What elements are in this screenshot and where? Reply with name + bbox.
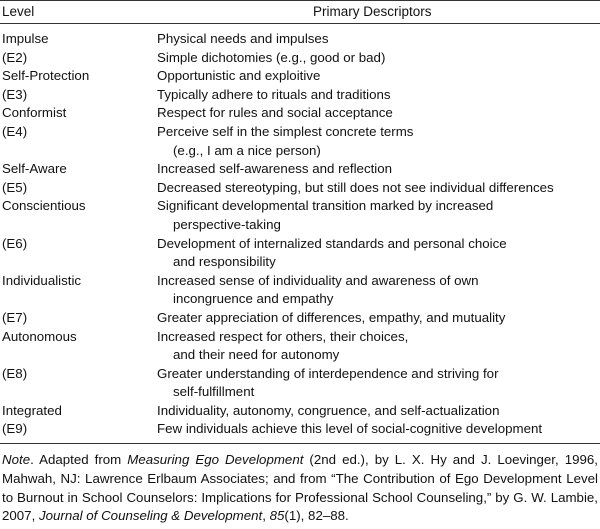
descriptor-line: Simple dichotomies (e.g., good or bad) <box>157 49 386 65</box>
level-cell: (E5) <box>2 179 28 195</box>
descriptor-line: self-fulfillment <box>173 384 255 400</box>
table-row <box>0 49 600 68</box>
descriptor-cell <box>155 67 600 86</box>
descriptor-line: Typically adhere to rituals and traditions <box>157 86 391 102</box>
table-row <box>0 402 600 421</box>
note-text-3: , <box>262 508 270 524</box>
descriptor-line: Perceive self in the simplest concrete terms <box>157 123 414 139</box>
descriptor-cell <box>155 272 600 309</box>
descriptor-line: Increased sense of individuality and awareness of own <box>157 272 479 288</box>
level-cell: (E3) <box>2 86 28 102</box>
level-cell: Integrated <box>2 402 62 418</box>
note-text-1: . Adapted from <box>30 452 128 467</box>
table-row <box>0 197 600 234</box>
table-row <box>0 179 600 198</box>
table-row <box>0 365 600 402</box>
table-row <box>0 86 600 105</box>
descriptor-line: and responsibility <box>173 254 276 270</box>
level-cell: Self-Aware <box>2 161 67 177</box>
descriptor-cell <box>155 402 600 421</box>
descriptor-cell <box>155 420 600 439</box>
descriptor-line: Greater appreciation of differences, empathy, and mutuality <box>157 309 506 325</box>
descriptor-cell <box>155 30 600 49</box>
table-row <box>0 30 600 49</box>
descriptor-line: incongruence and empathy <box>173 291 334 307</box>
descriptor-line: Greater understanding of interdependence and striving for <box>157 365 499 381</box>
table-row <box>0 160 600 179</box>
level-cell: (E9) <box>2 421 28 437</box>
level-cell: (E4) <box>2 123 28 139</box>
header-rule <box>0 23 600 24</box>
table-row <box>0 272 600 309</box>
note-journal-title: Journal of Counseling & Development <box>38 508 263 524</box>
descriptor-cell <box>155 197 600 234</box>
descriptor-line: Individuality, autonomy, congruence, and self-actualization <box>157 402 500 418</box>
level-cell: (E6) <box>2 235 28 251</box>
descriptor-line: Increased respect for others, their choices, <box>157 328 409 344</box>
level-cell: Conformist <box>2 105 67 121</box>
header-level: Level <box>2 4 35 19</box>
descriptor-line: Increased self-awareness and reflection <box>157 161 393 177</box>
descriptor-cell <box>155 123 600 160</box>
descriptor-cell <box>155 160 600 179</box>
level-cell: Self-Protection <box>2 68 90 84</box>
descriptor-line: (e.g., I am a nice person) <box>173 142 321 158</box>
header-primary-descriptors: Primary Descriptors <box>313 4 432 19</box>
level-cell: Autonomous <box>2 328 77 344</box>
table-note <box>2 451 598 526</box>
descriptor-line: Opportunistic and exploitive <box>157 68 321 84</box>
descriptor-cell <box>155 49 600 68</box>
table-row <box>0 235 600 272</box>
level-cell: (E2) <box>2 49 28 65</box>
descriptor-cell <box>155 365 600 402</box>
note-book-title: Measuring Ego Development <box>127 452 304 467</box>
descriptor-line: perspective-taking <box>173 216 281 232</box>
table-row <box>0 104 600 123</box>
descriptor-line: Physical needs and impulses <box>157 31 329 46</box>
level-cell: Individualistic <box>2 272 82 288</box>
descriptor-cell <box>155 179 600 198</box>
descriptor-line: Decreased stereotyping, but still does not see individual differences <box>157 179 554 195</box>
bottom-rule <box>0 443 600 444</box>
level-cell: (E8) <box>2 365 28 381</box>
note-label: Note <box>2 452 31 467</box>
table-row <box>0 328 600 365</box>
top-rule <box>0 0 600 1</box>
table-body <box>0 30 600 439</box>
descriptor-line: and their need for autonomy <box>173 347 340 363</box>
descriptor-line: Few individuals achieve this level of social-cognitive development <box>157 421 543 437</box>
note-text-4: (1), 82–88. <box>284 508 349 524</box>
table-row <box>0 67 600 86</box>
descriptor-cell <box>155 104 600 123</box>
table-row <box>0 309 600 328</box>
descriptor-line: Respect for rules and social acceptance <box>157 105 393 121</box>
note-volume: 85 <box>269 508 285 524</box>
descriptor-line: Development of internalized standards and personal choice <box>157 235 507 251</box>
descriptor-line: Significant developmental transition marked by increased <box>157 198 494 214</box>
descriptor-cell <box>155 328 600 365</box>
level-cell: Conscientious <box>2 198 86 214</box>
descriptor-cell <box>155 86 600 105</box>
descriptor-cell <box>155 309 600 328</box>
descriptor-cell <box>155 235 600 272</box>
level-cell: Impulse <box>2 31 49 46</box>
note-text-2: (2nd ed.), by L. X. Hy and J. Loevinger, 1996, Mahwah, NJ: Lawrence Erlbaum Associates; and from “The Contribution of Ego Development Level to Burnout in School Counselors: Implications for Professional School Counseling,” by G. W. Lambie, 2007, <box>2 452 598 524</box>
table-row <box>0 123 600 160</box>
level-cell: (E7) <box>2 309 28 325</box>
table-row <box>0 420 600 439</box>
